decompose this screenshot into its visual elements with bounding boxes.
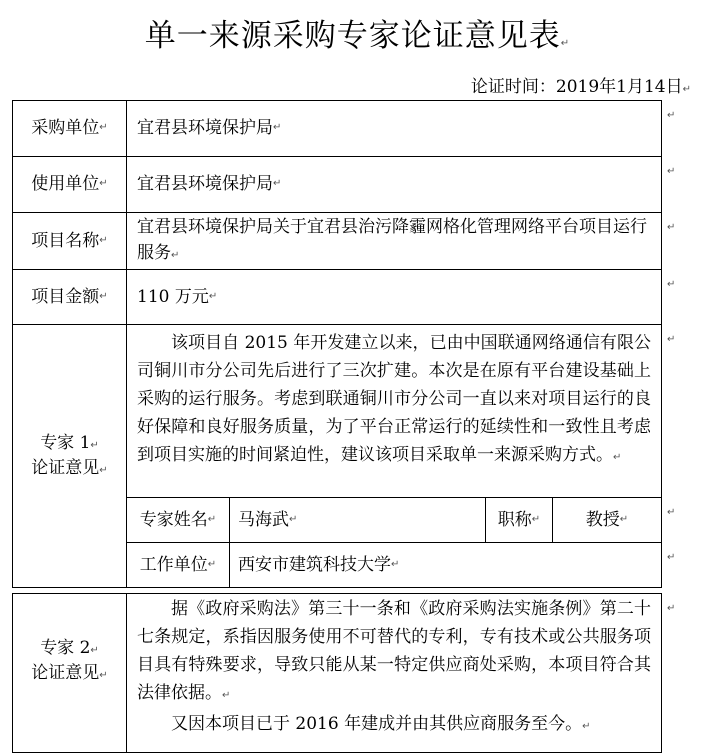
project-name-label: 项目名称 ↵: [12, 212, 127, 270]
user-unit-label: 使用单位 ↵: [12, 156, 127, 213]
expert2-opinion-paragraph-1: 据《政府采购法》第三十一条和《政府采购法实施条例》第二十七条规定，系指因服务使用不可替代的专利，专有技术或公共服务项目具有特殊要求，导致只能从某一特定供应商处采购，本项目符合其法律依据。↵: [137, 599, 651, 703]
row-end-mark: ↵: [667, 507, 676, 518]
expert1-title-label: 职称 ↵: [485, 497, 553, 543]
expert1-label: 专家 1↵ 论证意见↵: [12, 324, 127, 588]
row-end-mark: ↵: [667, 110, 676, 121]
purchaser-value: 宜君县环境保护局 ↵: [126, 100, 662, 157]
expert1-title-value: 教授 ↵: [552, 497, 662, 543]
row-end-mark: ↵: [667, 166, 676, 177]
row-end-mark: ↵: [667, 222, 676, 233]
purchaser-label: 采购单位 ↵: [12, 100, 127, 157]
expert1-unit-label: 工作单位 ↵: [126, 542, 230, 588]
evaluation-date: 论证时间：2019年1月14日↵: [470, 77, 691, 97]
row-end-mark: ↵: [667, 552, 676, 563]
expert2-opinion-paragraph-2: 又因本项目已于 2016 年建成并由其供应商服务至今。↵: [171, 714, 591, 734]
project-name-value: 宜君县环境保护局关于宜君县治污降霾网格化管理网络平台项目运行服务↵: [126, 212, 662, 270]
expert2-label: 专家 2↵ 论证意见↵: [12, 593, 127, 753]
expert1-name-value: 马海武 ↵: [229, 497, 486, 543]
expert2-opinion: [126, 593, 662, 753]
row-end-mark: ↵: [667, 279, 676, 290]
document-title: 单一来源采购专家论证意见表↵: [144, 18, 571, 54]
user-unit-value: 宜君县环境保护局 ↵: [126, 156, 662, 213]
expert1-opinion: 该项目自 2015 年开发建立以来，已由中国联通网络通信有限公司铜川市分公司先后进行了三次扩建。本次是在原有平台建设基础上采购的运行服务。考虑到联通铜川市分公司一直以来对项目运行的良好保障和良好服务质量，为了平台正常运行的延续性和一致性且考虑到项目实施的时间紧迫性，建议该项目采取单一来源采购方式。↵: [126, 324, 662, 498]
row-end-mark: ↵: [667, 334, 676, 345]
amount-value: 110 万元 ↵: [126, 269, 662, 325]
row-end-mark: ↵: [667, 603, 676, 614]
amount-label: 项目金额 ↵: [12, 269, 127, 325]
expert1-unit-value: 西安市建筑科技大学 ↵: [229, 542, 662, 588]
expert1-name-label: 专家姓名 ↵: [126, 497, 230, 543]
